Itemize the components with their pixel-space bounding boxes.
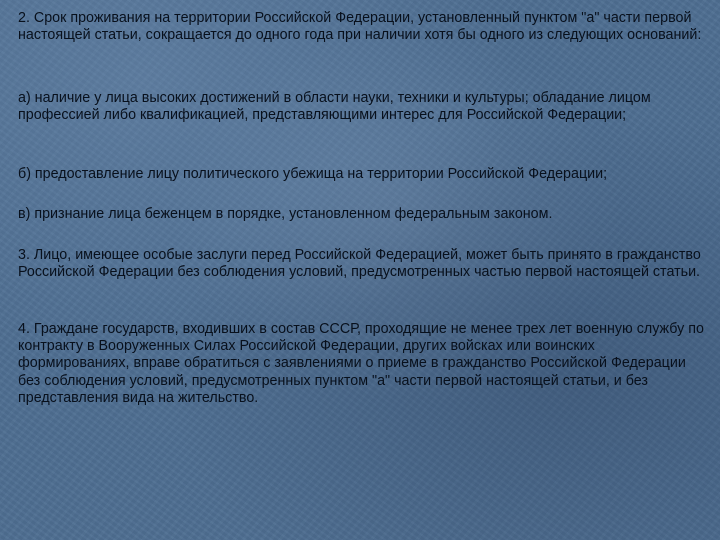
paragraph-v-refugee: в) признание лица беженцем в порядке, установленном федеральным законом. <box>18 206 553 222</box>
paragraph-2-residence-period: 2. Срок проживания на территории Российской Федерации, установленный пунктом "а" части первой настоящей статьи, сокращается до одного года при наличии хотя бы одного из следующих оснований: <box>18 10 702 44</box>
paragraph-a-achievements: а) наличие у лица высоких достижений в области науки, техники и культуры; обладание лицом профессией либо квалификацией, представляющими интерес для Российской Федерации; <box>18 90 651 124</box>
paragraph-b-political-asylum: б) предоставление лицу политического убежища на территории Российской Федерации; <box>18 166 608 182</box>
paragraph-4-military-service: 4. Граждане государств, входивших в состав СССР, проходящие не менее трех лет военную службу по контракту в Вооруженных Силах Российской Федерации, других войсках или воинских формированиях, вправе обратиться с заявлениями о приеме в гражданство Российской Федерации без соблюдения условий, предусмотренных пунктом "а" части первой настоящей статьи, и без представления вида на жительство. <box>18 321 704 406</box>
paragraph-3-special-merits: 3. Лицо, имеющее особые заслуги перед Российской Федерацией, может быть принято в гражданство Российской Федерации без соблюдения условий, предусмотренных частью первой настоящей статьи. <box>18 247 701 281</box>
